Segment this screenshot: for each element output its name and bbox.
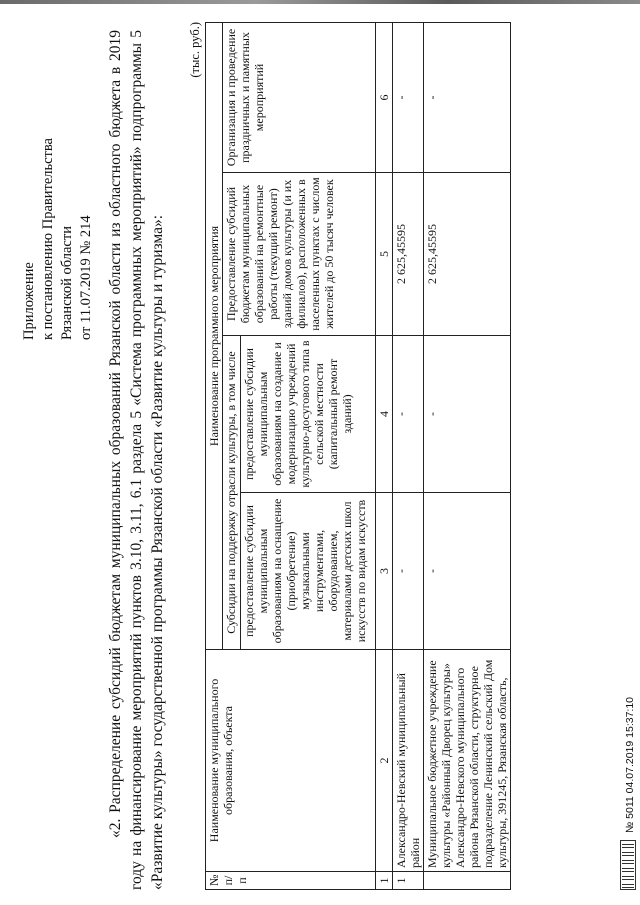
registration-footer: № 5011 04.07.2019 15:37:10 (624, 696, 636, 833)
row-col6: - (424, 22, 511, 172)
column-number: 6 (376, 22, 393, 172)
header-col3: предоставление субсидии муниципальным образованиям на оснащение (приобретение) музыкальными инструментами, оборудованием, материалами детских школ искусств по видам искусств (240, 493, 375, 650)
subsidy-table (205, 22, 511, 890)
units-label: (тыс. руб.) (188, 22, 202, 78)
appendix-title: Приложение (21, 262, 37, 340)
row-col3: - (424, 493, 511, 650)
header-subsidy-group: Субсидии на поддержку отрасли культуры, в том числе (223, 336, 241, 650)
row-name: Александро-Невский муниципальный район (393, 650, 424, 872)
header-measure: Наименование программного мероприятия (206, 22, 223, 649)
barcode-stamp (620, 840, 636, 890)
row-col4: - (424, 336, 511, 493)
column-number: 3 (376, 493, 393, 650)
appendix-date: от 11.07.2019 № 214 (78, 215, 94, 340)
row-col5: 2 625,45595 (393, 173, 424, 336)
heading-text: «2. Распределение субсидий бюджетам муниципальных образований Рязанской области из областного бюджета в 2019 году на финансирование мероприятий пунктов 3.10, 3.11, 6.1 раздела 5 «Система программных мероприятий» подпрограммы 5 «Развитие культуры» государственной программы Рязанской области «Развитие культуры и туризма»: (107, 30, 166, 890)
column-number: 1 (376, 872, 393, 890)
table-row (424, 22, 511, 889)
row-col4: - (393, 336, 424, 493)
column-number: 4 (376, 336, 393, 493)
header-row-1 (206, 22, 223, 889)
header-number: № п/п (206, 872, 376, 890)
column-number: 2 (376, 650, 393, 872)
row-col6: - (393, 22, 424, 172)
column-number-row (376, 22, 393, 889)
column-number: 5 (376, 173, 393, 336)
row-col3: - (393, 493, 424, 650)
header-col6: Организация и проведение праздничных и памятных мероприятий (223, 22, 376, 172)
appendix-ref: к постановлению Правительства (40, 138, 56, 340)
header-name: Наименование муниципального образования, объекта (206, 650, 376, 872)
section-heading (105, 30, 168, 890)
header-col4: предоставление субсидии муниципальным образованиям на создание и модернизацию учреждений культурно-досугового типа в сельской местности (капитальный ремонт зданий) (240, 336, 375, 493)
header-col5: Предоставление субсидий бюджетам муниципальных образований на ремонтные работы (текущий ремонт) зданий домов культуры (и их филиалов), расположенных в населенных пунктах с числом жителей до 50 тысяч человек (223, 173, 376, 336)
row-number: 1 (393, 872, 424, 890)
appendix-region: Рязанской области (59, 226, 75, 340)
row-number (424, 872, 511, 890)
table-row (393, 22, 424, 889)
appendix-block (20, 20, 96, 340)
row-col5: 2 625,45595 (424, 173, 511, 336)
row-name: Муниципальное бюджетное учреждение культуры «Районный Дворец культуры» Александро-Невского муниципального района Рязанской области, структурное подразделение Ленинский сельский Дом культуры, 391245, Рязанская область, (424, 650, 511, 872)
